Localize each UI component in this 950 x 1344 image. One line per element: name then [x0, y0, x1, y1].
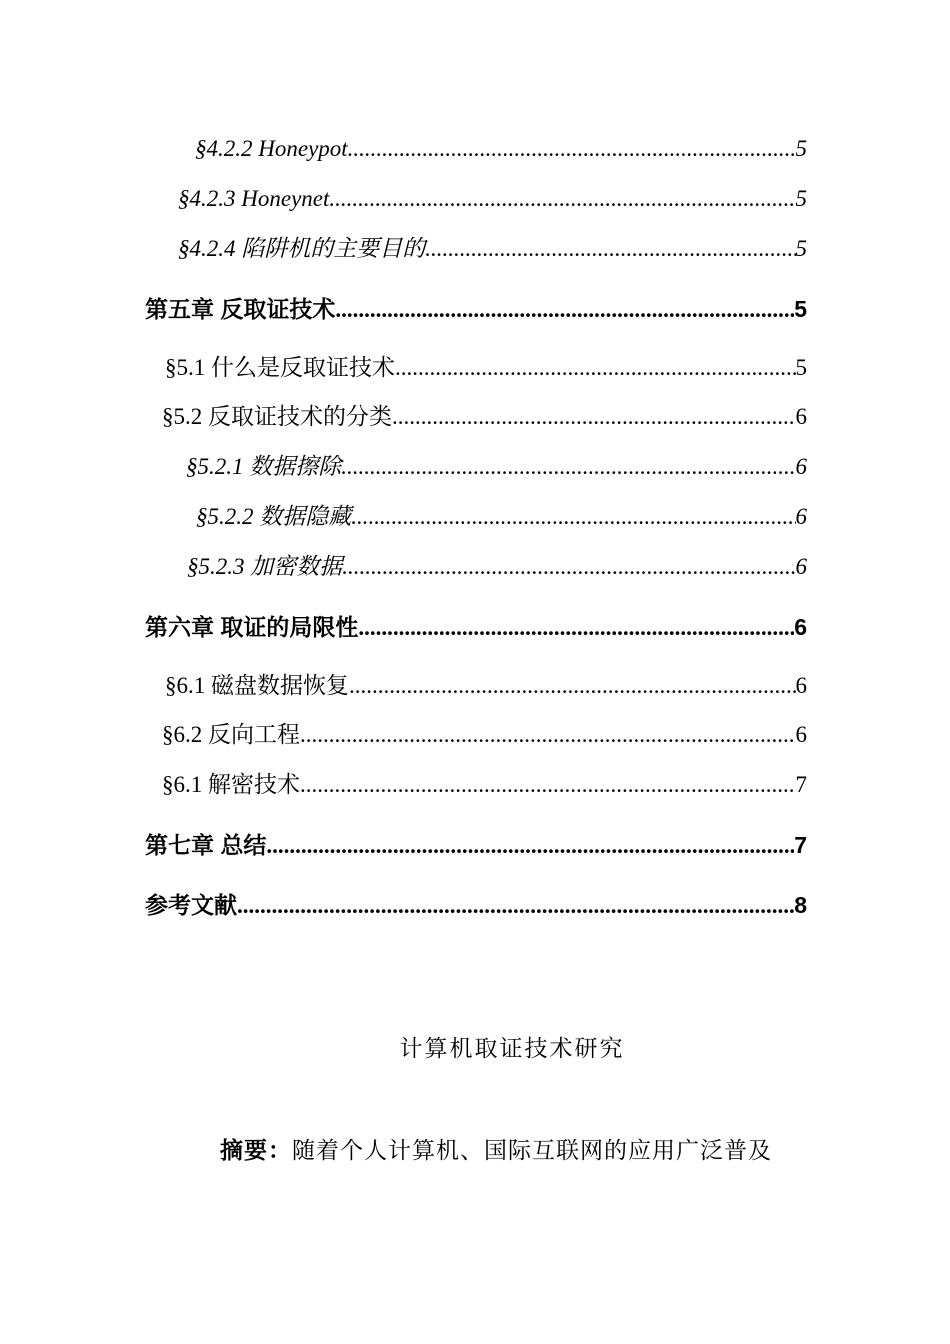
toc-leader-dots [358, 612, 794, 643]
toc-entry-5-2[interactable] [162, 402, 807, 432]
toc-entry-label: §4.2.4 陷阱机的主要目的 [178, 236, 426, 261]
toc-chapter-5[interactable] [145, 294, 807, 325]
toc-entry-page: 6 [795, 504, 807, 529]
toc-entry-page: 6 [794, 614, 807, 640]
toc-entry-label: §6.1 磁盘数据恢复 [165, 673, 349, 698]
toc-entry-page: 6 [795, 404, 807, 429]
toc-entry-page: 6 [795, 554, 807, 579]
toc-entry-label: §4.2.3 Honeynet [178, 186, 330, 211]
abstract-paragraph [220, 1132, 772, 1165]
toc-entry-5-2-2[interactable] [196, 502, 807, 532]
toc-entry-label: §5.1 什么是反取证技术 [165, 355, 395, 380]
toc-leader-dots [425, 234, 795, 264]
toc-references[interactable] [145, 890, 807, 921]
toc-entry-page: 6 [795, 454, 807, 479]
toc-entry-4-2-3[interactable] [178, 184, 807, 214]
toc-entry-page: 5 [795, 186, 807, 211]
toc-leader-dots [300, 720, 796, 750]
toc-entry-page: 5 [795, 136, 807, 161]
toc-entry-label: §5.2.2 数据隐藏 [196, 504, 352, 529]
toc-entry-label: §6.1 解密技术 [162, 772, 300, 797]
toc-leader-dots [341, 452, 795, 482]
toc-leader-dots [348, 134, 796, 164]
toc-entry-label: §5.2.3 加密数据 [187, 554, 343, 579]
toc-entry-page: 5 [794, 296, 807, 322]
toc-entry-6-2[interactable] [162, 720, 807, 750]
toc-entry-label: §5.2.1 数据擦除 [186, 454, 342, 479]
toc-entry-6-1[interactable] [165, 671, 807, 701]
toc-entry-page: 7 [795, 772, 807, 797]
toc-entry-4-2-4[interactable] [178, 234, 807, 264]
toc-leader-dots [395, 353, 796, 383]
toc-entry-label: 第七章 总结 [145, 832, 267, 858]
toc-entry-page: 8 [794, 892, 807, 918]
toc-entry-page: 5 [795, 355, 807, 380]
abstract-colon: ： [268, 1138, 292, 1164]
toc-leader-dots [237, 890, 794, 921]
toc-leader-dots [342, 552, 795, 582]
toc-entry-page: 6 [795, 722, 807, 747]
toc-entry-label: §5.2 反取证技术的分类 [162, 404, 392, 429]
toc-entry-label: 第六章 取证的局限性 [145, 614, 359, 640]
toc-entry-6-1-decrypt[interactable] [162, 770, 807, 800]
toc-chapter-7[interactable] [145, 830, 807, 861]
toc-leader-dots [300, 770, 796, 800]
toc-leader-dots [335, 294, 794, 325]
toc-entry-label: 参考文献 [145, 892, 237, 918]
toc-entry-5-1[interactable] [165, 353, 807, 383]
toc-entry-page: 7 [794, 832, 807, 858]
toc-leader-dots [266, 830, 794, 861]
abstract-text: 随着个人计算机、国际互联网的应用广泛普及 [292, 1138, 772, 1164]
document-title: 计算机取证技术研究 [399, 1036, 625, 1061]
toc-entry-label: §4.2.2 Honeypot [195, 136, 348, 161]
toc-entry-page: 5 [795, 236, 807, 261]
toc-chapter-6[interactable] [145, 612, 807, 643]
toc-leader-dots [351, 502, 795, 532]
toc-leader-dots [349, 671, 796, 701]
toc-entry-5-2-3[interactable] [187, 552, 807, 582]
toc-entry-label: 第五章 反取证技术 [145, 296, 336, 322]
toc-leader-dots [392, 402, 796, 432]
toc-entry-4-2-2[interactable] [195, 134, 807, 164]
toc-leader-dots [329, 184, 795, 214]
abstract-label: 摘要 [220, 1138, 268, 1164]
toc-entry-5-2-1[interactable] [186, 452, 807, 482]
toc-entry-page: 6 [795, 673, 807, 698]
toc-entry-label: §6.2 反向工程 [162, 722, 300, 747]
